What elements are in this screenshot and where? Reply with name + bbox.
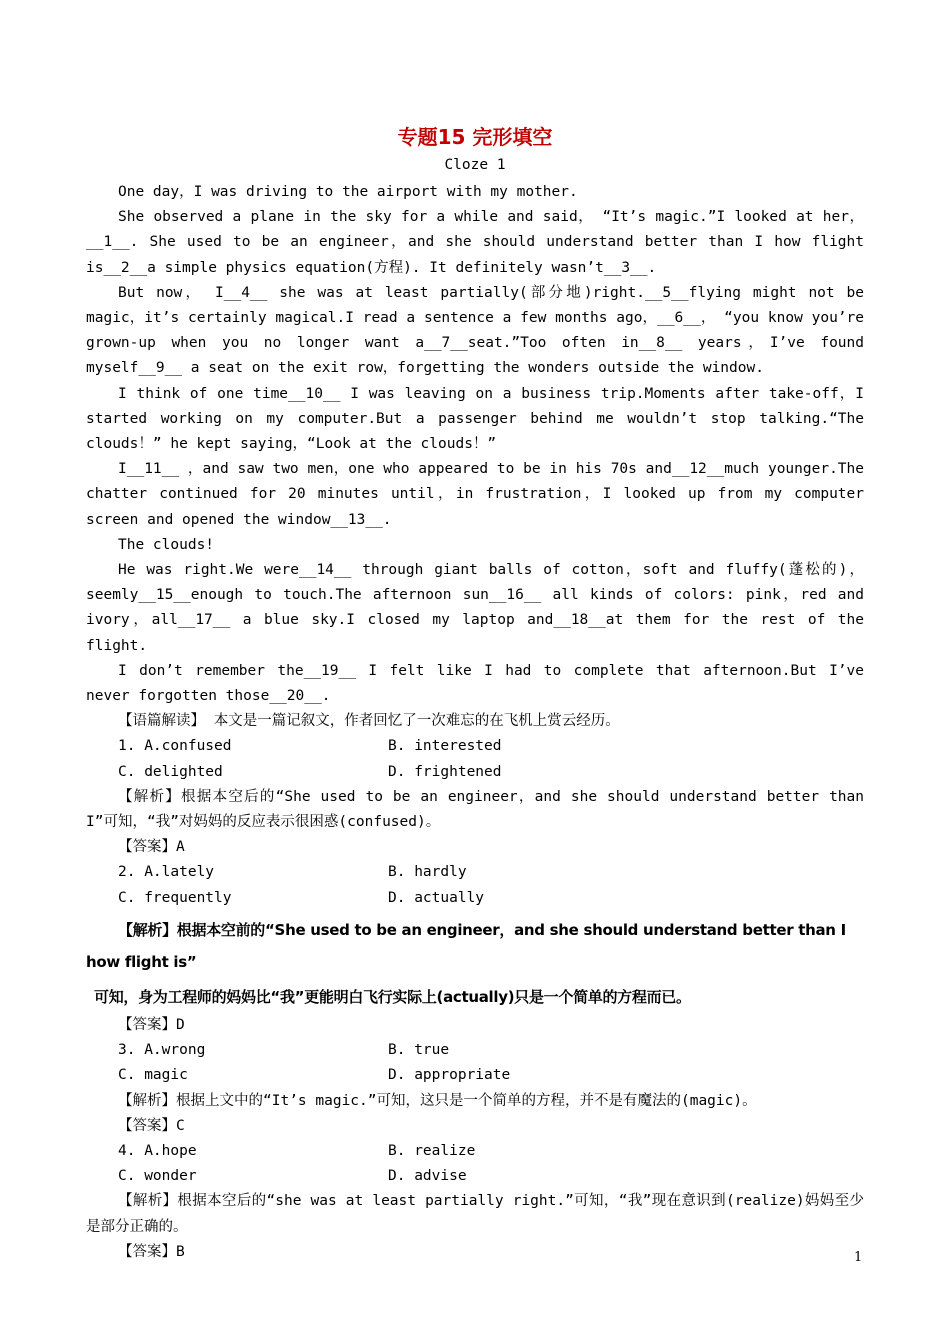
question-1-options-row [86,734,864,759]
question-3-options-row [86,1038,864,1063]
option-b: B. realize [388,1142,476,1159]
question-4-options-row [86,1139,864,1164]
passage-paragraph: I don’t remember the__19__ I felt like I had to complete that afternoon.But I’ve never forgotten those__20__. [86,662,864,705]
passage-paragraph: But now， I__4__ she was at least partially(部分地)right.__5__flying might not be magic，it’s certainly magical.I read a sentence a few months ago，__6__， “you know you’re grown-up when you no longer want a__7__seat.”Too often in__8__ years，I’ve found myself__9__ a seat on the exit row，forgetting the wonders outside the window. [86,284,864,377]
analysis-text: 【解析】根据上文中的“It’s magic.”可知，这只是一个简单的方程，并不是有魔法的(magic)。 [118,1092,757,1109]
page-title: 专题15 完形填空 [397,125,553,149]
answer-text: 【答案】C [118,1117,185,1134]
option-c: C. frequently [118,889,232,906]
option-d: D. appropriate [388,1067,511,1084]
passage-paragraph: She observed a plane in the sky for a while and said， “It’s magic.”I looked at her，__1__. She used to be an engineer，and she should understand better than I how flight is__2__a simple physics equation(方程). It definitely wasn’t__3__. [86,209,864,276]
passage-paragraph: One day，I was driving to the airport with my mother. [118,184,578,200]
analysis-text: 【解析】根据本空前的“She used to be an engineer，and she should understand better than I how flight is” [86,920,846,971]
passage-paragraph: He was right.We were__14__ through giant balls of cotton，soft and fluffy(蓬松的)，seemly__15__enough to touch.The afternoon sun__16__ all kinds of colors: pink，red and ivory，all__17__ a blue sky.I closed my laptop and__18__at them for the rest of the flight. [86,562,864,654]
passage-paragraph: I think of one time__10__ I was leaving on a business trip.Moments after take-off，I started working on my computer.But a passenger behind me wouldn’t stop talking.“The clouds！” he kept saying，“Look at the clouds！” [86,385,864,453]
option-a: 3. A.wrong [118,1042,206,1059]
question-1-options-row [86,760,864,785]
option-c: C. wonder [118,1168,197,1185]
option-c: C. delighted [118,763,223,780]
passage-paragraph: The clouds! [118,536,215,553]
reading-intro: 【语篇解读】 本文是一篇记叙文，作者回忆了一次难忘的在飞机上赏云经历。 [118,713,620,730]
option-a: 2. A.lately [118,864,215,881]
option-a: 1. A.confused [118,738,232,755]
option-d: D. advise [388,1168,467,1185]
question-4-options-row [86,1164,864,1189]
option-b: B. true [388,1042,450,1059]
analysis-text: 【解析】根据本空后的“She used to be an engineer，and she should understand better than I”可知，“我”对妈妈的反应表示很困惑(confused)。 [86,788,864,831]
answer-text: 【答案】A [118,839,185,856]
question-2-options-row [86,886,864,911]
question-2-options-row [86,860,864,885]
page-subtitle: Cloze 1 [444,157,506,173]
option-b: B. interested [388,738,502,755]
option-c: C. magic [118,1067,188,1084]
option-a: 4. A.hope [118,1142,197,1159]
answer-text: 【答案】D [118,1016,185,1033]
option-d: D. frightened [388,763,502,780]
question-3-options-row [86,1063,864,1088]
page-number: 1 [854,1250,863,1265]
analysis-text: 【解析】根据本空后的“she was at least partially right.”可知，“我”现在意识到(realize)妈妈至少是部分正确的。 [86,1193,864,1235]
analysis-text: 可知，身为工程师的妈妈比“我”更能明白飞行实际上(actually)只是一个简单的方程而已。 [94,987,691,1006]
option-d: D. actually [388,889,485,906]
passage-paragraph: I__11__ ，and saw two men，one who appeared to be in his 70s and__12__much younger.The chatter continued for 20 minutes until，in frustration，I looked up from my computer screen and opened the window__13__. [86,461,864,528]
document-body [86,180,864,1265]
answer-text: 【答案】B [118,1243,185,1260]
option-b: B. hardly [388,864,467,881]
